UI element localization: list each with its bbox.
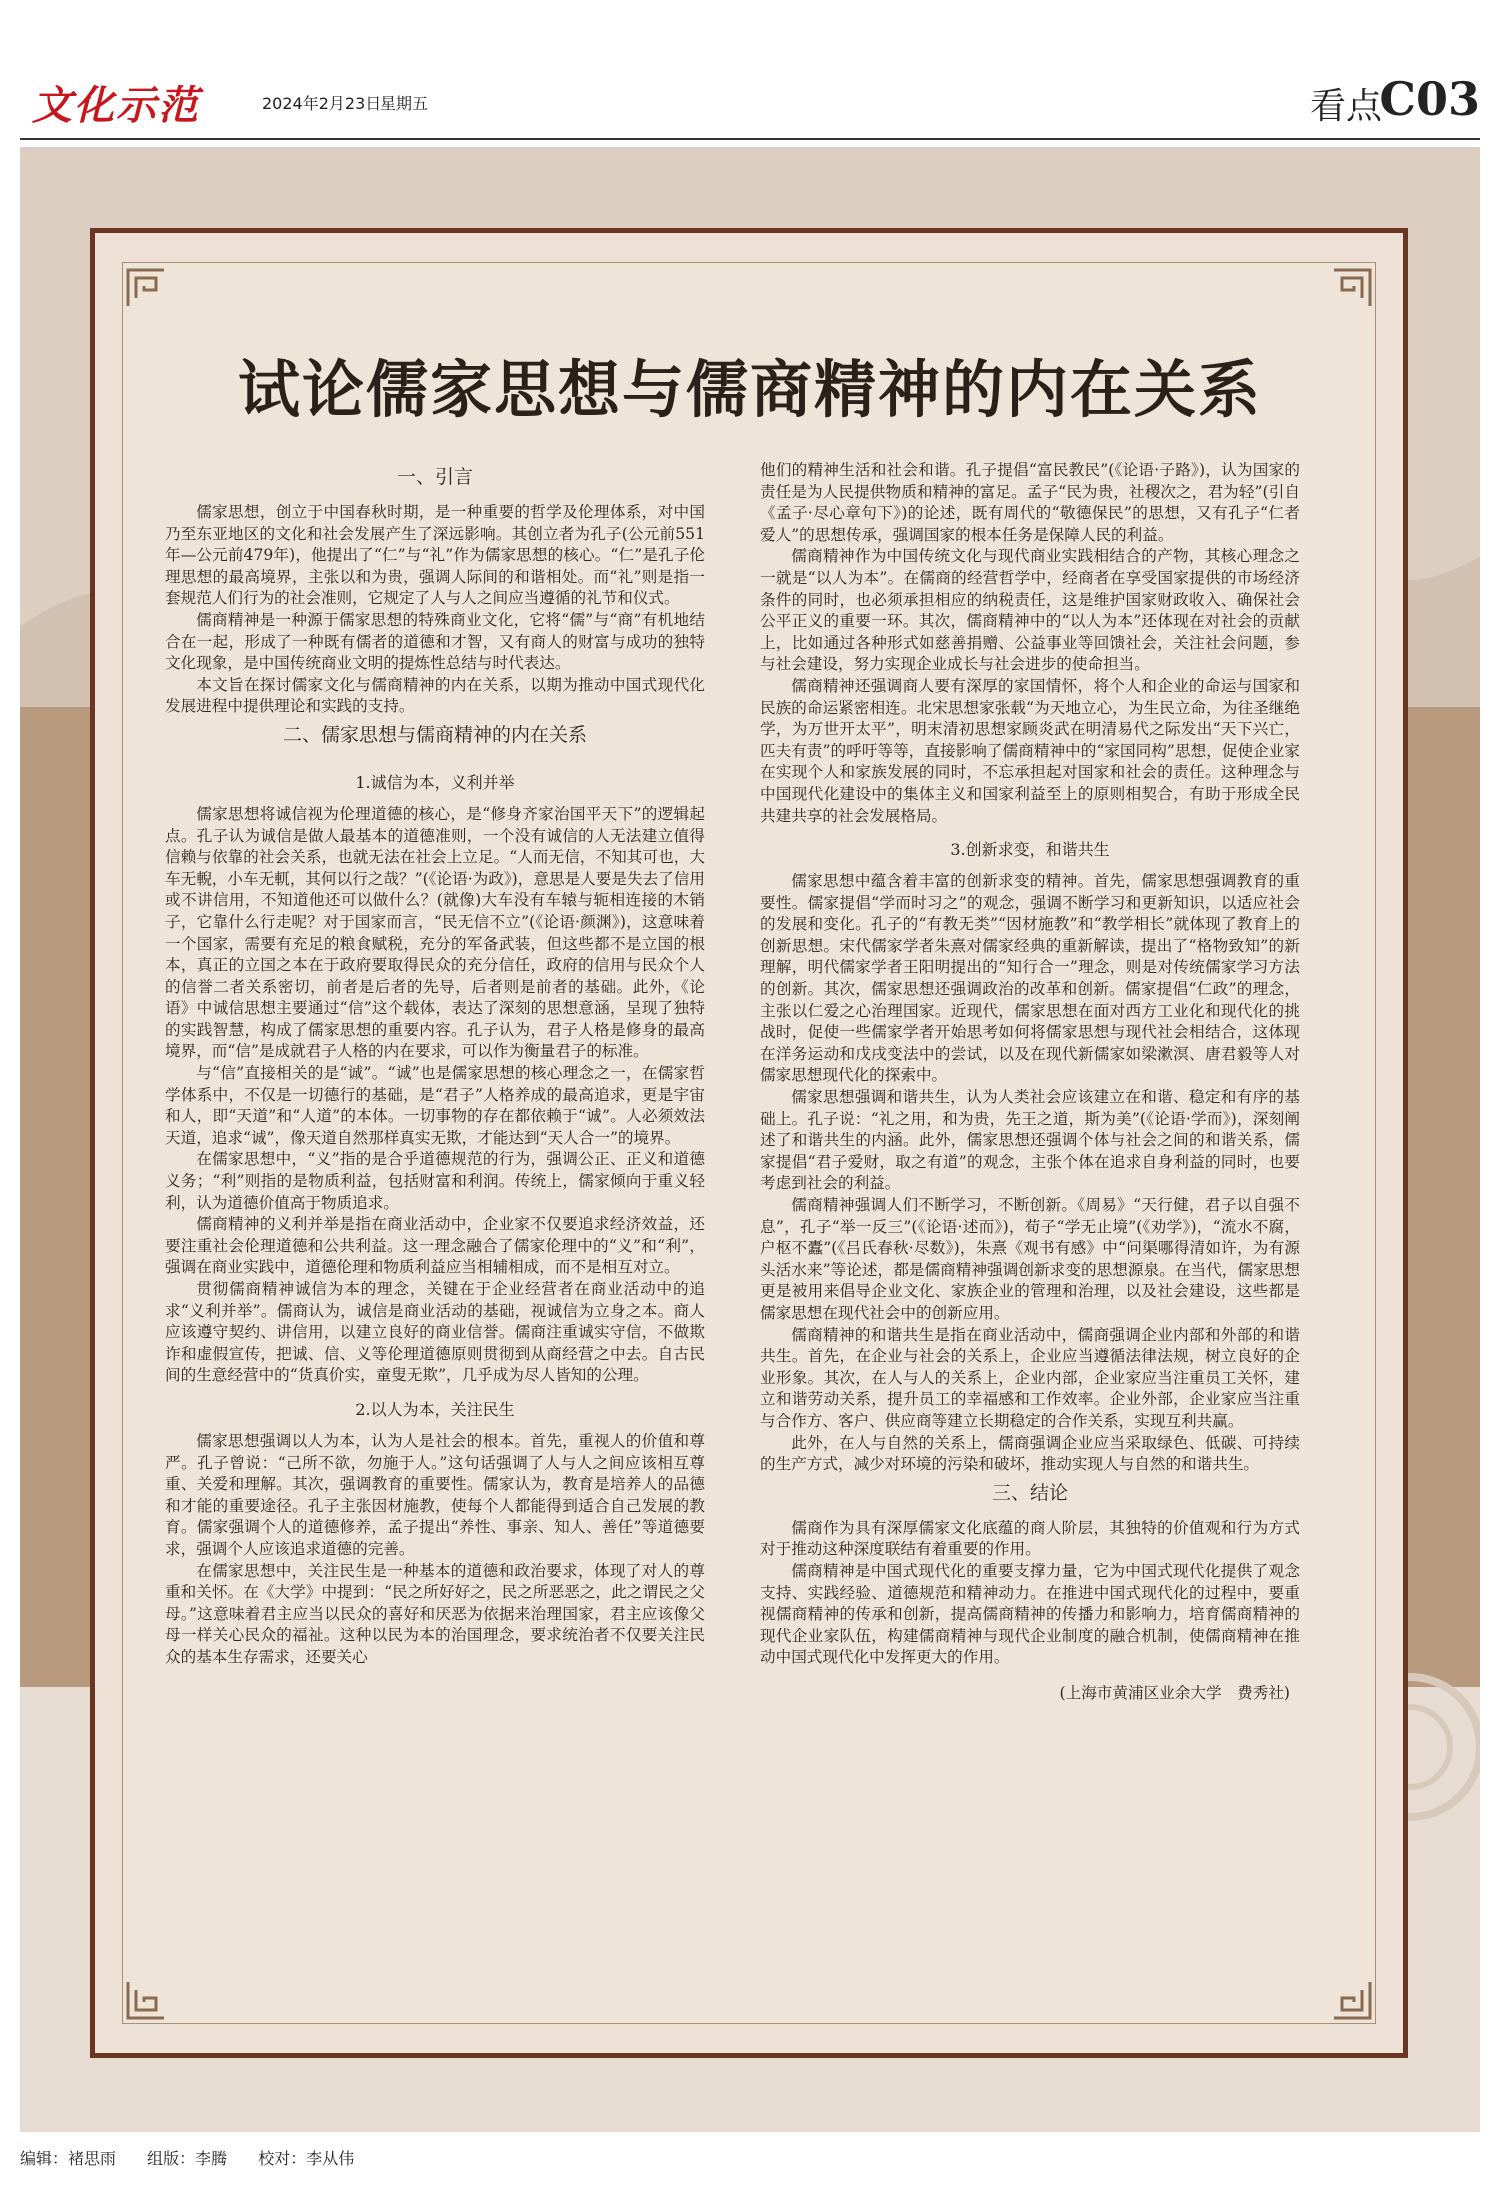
body-paragraph: 他们的精神生活和社会和谐。孔子提倡“富民教民”(《论语·子路》)，认为国家的责任是为人民提供物质和精神的富足。孟子“民为贵，社稷次之，君为轻”(引自《孟子·尽心章句下》)的论述，既有周代的“敬德保民”的思想，又有孔子“仁者爱人”的思想传承，强调国家的根本任务是保障人民的利益。 <box>760 461 1300 544</box>
body-paragraph: 儒家思想中蕴含着丰富的创新求变的精神。首先，儒家思想强调教育的重要性。儒家提倡“学而时习之”的观念，强调不断学习和更新知识，以适应社会的发展和变化。孔子的“有教无类”“因材施教”和“教学相长”就体现了教育上的创新思想。宋代儒家学者朱熹对儒家经典的重新解读，提出了“格物致知”的新理解，明代儒家学者王阳明提出的“知行合一”理念，则是对传统儒家学习方法的创新。其次，儒家思想还强调政治的改革和创新。儒家提倡“仁政”的理念，主张以仁爱之心治理国家。近现代，儒家思想在面对西方工业化和现代化的挑战时，促使一些儒家学者开始思考如何将儒家思想与现代社会相结合，这体现在洋务运动和戊戌变法中的尝试，以及在现代新儒家如梁漱溟、唐君毅等人对儒家思想现代化的探索中。 <box>760 872 1300 1085</box>
issue-date: 2024年2月23日 <box>262 94 382 113</box>
body-paragraph: 儒家思想强调以人为本，认为人是社会的根本。首先，重视人的价值和尊严。孔子曾说：“己所不欲，勿施于人。”这句话强调了人与人之间应该相互尊重、关爱和理解。其次，强调教育的重要性。儒家认为，教育是培养人的品德和才能的重要途径。孔子主张因材施教，使每个人都能得到适合自己发展的教育。儒家强调个人的道德修养，孟子提出“养性、事亲、知人、善任”等道德要求，强调个人应该追求道德的完善。 <box>165 1431 705 1558</box>
issue-weekday: 星期五 <box>380 94 429 113</box>
body-paragraph: 儒商精神是一种源于儒家思想的特殊商业文化，它将“儒”与“商”有机地结合在一起，形成了一种既有儒者的道德和才智，又有商人的财富与成功的独特文化现象，是中国传统商业文明的提炼性总结与时代表达。 <box>165 610 705 673</box>
editor-credit: 编辑：褚思雨 <box>20 2149 117 2168</box>
corner-ornament-bottom-left-icon <box>126 1980 166 2020</box>
masthead <box>0 0 1500 140</box>
body-paragraph: 在儒家思想中，“义”指的是合乎道德规范的行为，强调公正、正义和道德义务；“利”则指的是物质利益，包括财富和利润。传统上，儒家倾向于重义轻利，认为道德价值高于物质追求。 <box>165 1150 705 1212</box>
page-footer <box>20 2146 380 2169</box>
page-number: C03 <box>1379 72 1480 126</box>
corner-ornament-bottom-right-icon <box>1332 1980 1372 2020</box>
proofread-credit: 校对：李从伟 <box>258 2149 355 2168</box>
body-paragraph: 儒商作为具有深厚儒家文化底蕴的商人阶层，其独特的价值观和行为方式对于推动这种深度联结有着重要的作用。 <box>760 1518 1300 1559</box>
body-paragraph: 在儒家思想中，关注民生是一种基本的道德和政治要求，体现了对人的尊重和关怀。在《大学》中提到：“民之所好好之，民之所恶恶之，此之谓民之父母。”这意味着君主应当以民众的喜好和厌恶为依据来治理国家，君主应该像父母一样关心民众的福祉。这种以民为本的治国理念，要求统治者不仅要关注民众的基本生存需求，还要关心 <box>165 1561 705 1666</box>
body-paragraph: 儒家思想强调和谐共生，认为人类社会应该建立在和谐、稳定和有序的基础上。孔子说：“礼之用，和为贵，先王之道，斯为美”(《论语·学而》)，深刻阐述了和谐共生的内涵。此外，儒家思想还强调个体与社会之间的和谐关系，儒家提倡“君子爱财，取之有道”的观念，主张个体在追求自身利益的同时，也要考虑到社会的利益。 <box>760 1088 1300 1193</box>
body-paragraph: 此外，在人与自然的关系上，儒商强调企业应当采取绿色、低碳、可持续的生产方式，减少对环境的污染和破坏，推动实现人与自然的和谐共生。 <box>760 1433 1300 1474</box>
body-paragraph: 儒家思想将诚信视为伦理道德的核心，是“修身齐家治国平天下”的逻辑起点。孔子认为诚信是做人最基本的道德准则，一个没有诚信的人无法建立值得信赖与依靠的社会关系，也就无法在社会上立足。“人而无信，不知其可也，大车无輗，小车无軏，其何以行之哉？”(《论语·为政》)，意思是人要是失去了信用或不讲信用，不知道他还可以做什么？(就像)大车没有车辕与轭相连接的木销子，它靠什么行走呢？对于国家而言，“民无信不立”(《论语·颜渊》)，这意味着一个国家，需要有充足的粮食赋税，充分的军备武装，但这些都不是立国的根本，真正的立国之本在于政府要取得民众的充分信任，政府的信用与民众个人的信誉二者关系密切，前者是后者的先导，后者则是前者的基础。此外，《论语》中诚信思想主要通过“信”这个载体，表达了深刻的思想意涵，呈现了独特的实践智慧，构成了儒家思想的重要内容。孔子认为，君子人格是修身的最高境界，而“信”是成就君子人格的内在要求，可以作为衡量君子的标准。 <box>165 804 705 1061</box>
article-title: 试论儒家思想与儒商精神的内在关系 <box>237 353 1262 426</box>
body-paragraph: 本文旨在探讨儒家文化与儒商精神的内在关系，以期为推动中国式现代化发展进程中提供理论和实践的支持。 <box>165 675 705 716</box>
section-name: 看点 <box>1309 86 1382 127</box>
newspaper-logo: 文化示范 <box>32 83 200 129</box>
header-rule <box>20 138 1480 140</box>
section-heading: 二、儒家思想与儒商精神的内在关系 <box>282 723 587 746</box>
author-byline: (上海市黄浦区业余大学 费秀社) <box>1059 1683 1290 1702</box>
section-heading: 三、结论 <box>991 1481 1068 1504</box>
body-paragraph: 与“信”直接相关的是“诚”。“诚”也是儒家思想的核心理念之一，在儒家哲学体系中，不仅是一切德行的基础，是“君子”人格养成的最高追求，更是宇宙和人，即“天道”和“人道”的本体。一切事物的存在都依赖于“诚”。人必须效法天道，追求“诚”，像天道自然那样真实无欺，才能达到“天人合一”的境界。 <box>165 1064 705 1147</box>
layout-credit: 组版：李腾 <box>147 2149 228 2168</box>
body-paragraph: 儒商精神还强调商人要有深厚的家国情怀，将个人和企业的命运与国家和民族的命运紧密相连。北宋思想家张载“为天地立心，为生民立命，为往圣继绝学，为万世开太平”，明末清初思想家顾炎武在明清易代之际发出“天下兴亡，匹夫有责”的呼吁等等，直接影响了儒商精神中的“家国同构”思想，促使企业家在实现个人和家族发展的同时，不忘承担起对国家和社会的责任。这种理念与中国现代化建设中的集体主义和国家利益至上的原则相契合，有助于形成全民共建共享的社会发展格局。 <box>760 676 1300 825</box>
corner-ornament-top-right-icon <box>1332 268 1372 308</box>
body-paragraph: 儒商精神强调人们不断学习，不断创新。《周易》“天行健，君子以自强不息”，孔子“举一反三”(《论语·述而》)，荀子“学无止境”(《劝学》)，“流水不腐，户枢不蠹”(《吕氏春秋·尽数》)，朱熹《观书有感》中“问渠哪得清如许，为有源头活水来”等论述，都是儒商精神强调创新求变的思想源泉。在当代，儒家思想更是被用来倡导企业文化、家族企业的管理和治理，以及社会建设，这些都是儒家思想在现代社会中的创新应用。 <box>760 1196 1300 1322</box>
body-paragraph: 儒商精神是中国式现代化的重要支撑力量，它为中国式现代化提供了观念支持、实践经验、道德规范和精神动力。在推进中国式现代化的过程中，要重视儒商精神的传承和创新，提高儒商精神的传播力和影响力，培育儒商精神的现代企业家队伍，构建儒商精神与现代企业制度的融合机制，使儒商精神在推动中国式现代化中发挥更大的作用。 <box>760 1561 1300 1667</box>
section-heading: 一、引言 <box>396 466 473 488</box>
subsection-heading: 3.创新求变，和谐共生 <box>950 840 1110 860</box>
body-paragraph: 儒商精神的义利并举是指在商业活动中，企业家不仅要追求经济效益，还要注重社会伦理道德和公共利益。这一理念融合了儒家伦理中的“义”和“利”，强调在商业实践中，道德伦理和物质利益应当相辅相成，而不是相互对立。 <box>165 1215 705 1277</box>
body-paragraph: 儒商精神的和谐共生是指在商业活动中，儒商强调企业内部和外部的和谐共生。首先，在企业与社会的关系上，企业应当遵循法律法规，树立良好的企业形象。其次，在人与人的关系上，企业内部，企业家应当注重员工关怀，建立和谐劳动关系，提升员工的幸福感和工作效率。企业外部，企业家应当注重与合作方、客户、供应商等建立长期稳定的合作关系，实现互利共赢。 <box>760 1325 1300 1430</box>
subsection-heading: 1.诚信为本，义利并举 <box>355 772 515 792</box>
subsection-heading: 2.以人为本，关注民生 <box>355 1399 515 1419</box>
body-paragraph: 儒家思想，创立于中国春秋时期，是一种重要的哲学及伦理体系，对中国乃至东亚地区的文化和社会发展产生了深远影响。其创立者为孔子(公元前551年—公元前479年)，他提出了“仁”与“礼”作为儒家思想的核心。“仁”是孔子伦理思想的最高境界，主张以和为贵，强调人际间的和谐相处。而“礼”则是指一套规范人们行为的社会准则，它规定了人与人之间应当遵循的礼节和仪式。 <box>165 503 705 608</box>
article-left-column <box>165 460 705 1669</box>
article-right-column <box>760 460 1300 1704</box>
body-paragraph: 儒商精神作为中国传统文化与现代商业实践相结合的产物，其核心理念之一就是“以人为本”。在儒商的经营哲学中，经商者在享受国家提供的市场经济条件的同时，也必须承担相应的纳税责任，这是维护国家财政收入、确保社会公平正义的重要一环。其次，儒商精神中的“以人为本”还体现在对社会的贡献上，比如通过各种形式如慈善捐赠、公益事业等回馈社会，关注社会问题，参与社会建设，努力实现企业成长与社会进步的使命担当。 <box>760 547 1300 674</box>
corner-ornament-top-left-icon <box>126 268 166 308</box>
body-paragraph: 贯彻儒商精神诚信为本的理念，关键在于企业经营者在商业活动中的追求“义利并举”。儒商认为，诚信是商业活动的基础，视诚信为立身之本。商人应该遵守契约、讲信用，以建立良好的商业信誉。儒商注重诚实守信，不做欺诈和虚假宣传，把诚、信、义等伦理道德原则贯彻到从商经营之中去。自古民间的生意经营中的“货真价实，童叟无欺”，几乎成为尽人皆知的公理。 <box>165 1280 705 1385</box>
